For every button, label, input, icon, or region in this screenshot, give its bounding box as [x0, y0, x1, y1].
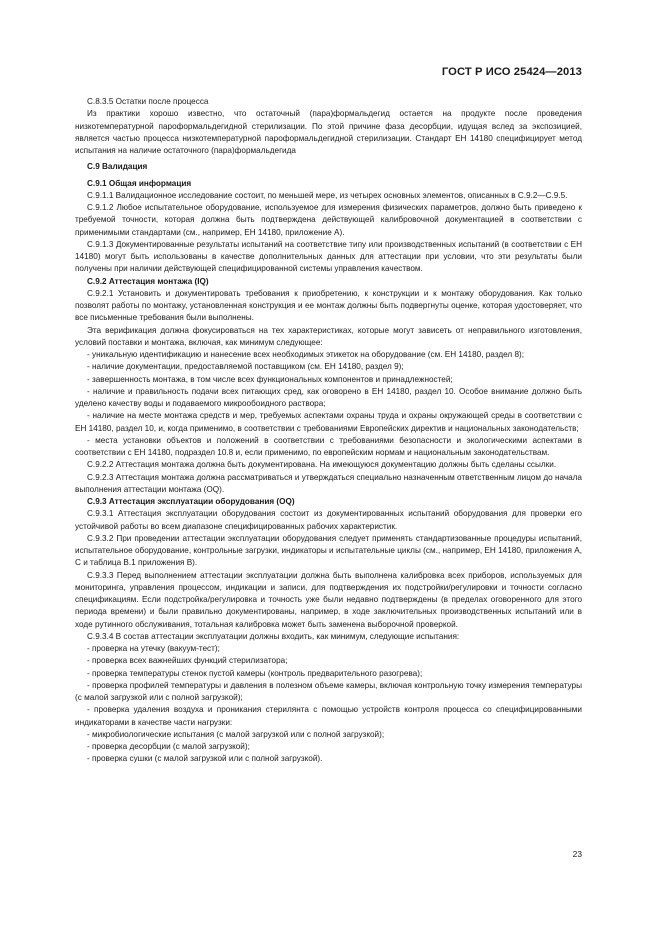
paragraph: C.9.2.2 Аттестация монтажа должна быть документирована. На имеющуюся документацию должны быть сделаны ссылки. — [87, 460, 557, 470]
paragraph: - проверка десорбции (с малой загрузкой); — [87, 742, 250, 751]
paragraph: - наличие и правильность подачи всех питающих сред, как оговорено в ЕН 14180, раздел 10. Особое внимание должно быть уделено качеству воды и подаваемого микрообоидного раствора; — [75, 386, 582, 408]
section-heading: C.9.2 Аттестация монтажа (IQ) — [87, 276, 209, 286]
paragraph: Из практики хорошо известно, что остаточный (пара)формальдегид остается на продукте после проведения низкотемпературной пароформальдегидной стерилизации. По этой причине фаза десорбции, идущая вслед за экспозицией, является частью процесса низкотемпературной пароформальдегидной стерилизации. Стандарт ЕН 14180 специфицирует метод испытания на наличие остаточного (пара)формальдегида — [75, 109, 582, 155]
paragraph: - проверка профилей температуры и давления в полезном объеме камеры, включая контрольную точку измерения температуры (с малой загрузкой или с полной загрузкой); — [75, 680, 582, 702]
paragraph: - микробиологические испытания (с малой загрузкой или с полной загрузкой); — [87, 729, 385, 739]
paragraph: C.9.2.3 Аттестация монтажа должна рассматриваться и утверждаться специально назначенным ответственным лицом до начала выполнения аттестации монтажа (OQ). — [75, 472, 582, 494]
section-heading: C.9.1 Общая информация — [87, 178, 192, 188]
paragraph: C.9.3.2 При проведении аттестации эксплуатации оборудования следует применять стандартизованные процедуры испытаний, испытательное оборудование, контрольные загрузки, индикаторы и испытательные циклы (см., например, ЕН 14180, приложения А, С и таблица В.1 приложения В). — [75, 533, 582, 568]
paragraph: C.9.3.1 Аттестация эксплуатации оборудования состоит из документированных испытаний оборудования для проверки его устойчивой работы во всем диапазоне специфицированных рабочих характеристик. — [75, 509, 582, 531]
paragraph: - наличие на месте монтажа средств и мер, требуемых аспектами охраны труда и охраны окружающей среды в соответствии с ЕН 14180, раздел 10, и, когда применимо, в соответствии с требованиями Европейских директив и национальных законодательств; — [75, 411, 582, 433]
page-number: 23 — [572, 849, 582, 859]
paragraph: C.8.3.5 Остатки после процесса — [87, 97, 209, 106]
paragraph: - места установки объектов и положений в соответствии с требованиями безопасности и экологическими аспектами в соответствии с ЕН 14180, подраздел 10.8 и, если применимо, по европейским нормам и национальным законодательствам. — [75, 435, 582, 457]
paragraph: C.9.1.2 Любое испытательное оборудование, используемое для измерения физических параметров, должно быть приведено к требуемой точности, которая должна быть подтверждена действующей калибровочной документацией в соответствии с применимыми стандартами (см., например, ЕН 14180, приложение А). — [75, 203, 582, 237]
section-heading: C.9.3 Аттестация эксплуатации оборудования (OQ) — [87, 497, 295, 506]
paragraph: Эта верификация должна фокусироваться на тех характеристиках, которые могут зависеть от неправильного изготовления, условий поставки и монтажа, включая, как минимум следующее: — [75, 325, 582, 347]
paragraph: - проверка температуры стенок пустой камеры (контроль предварительного разогрева); — [87, 668, 423, 678]
document-body — [75, 96, 582, 766]
paragraph: C.9.2.1 Установить и документировать требования к приобретению, к конструкции и к монтажу оборудования. Как только позволят работы по монтажу, установленная конструкция и ее монтаж должны быть подвергнуты оценке, которая удостоверяет, что все письменные требования были выполнены. — [75, 288, 582, 323]
paragraph: - уникальную идентификацию и нанесение всех необходимых этикеток на оборудование (см. ЕН 14180, раздел 8); — [87, 350, 525, 359]
paragraph: C.9.1.1 Валидационное исследование состоит, по меньшей мере, из четырех основных элементов, описанных в С.9.2—С.9.5. — [87, 190, 568, 200]
paragraph: - проверка всех важнейших функций стерилизатора; — [87, 656, 288, 666]
section-heading: C.9 Валидация — [87, 162, 148, 172]
paragraph: - наличие документации, предоставляемой поставщиком (см. ЕН 14180, раздел 9); — [87, 362, 404, 372]
paragraph: - завершенность монтажа, в том числе всех функциональных компонентов и принадлежностей; — [87, 374, 453, 384]
paragraph: - проверка удаления воздуха и проникания стерилянта с помощью устройств контроля процесса со специфицированными индикаторами в качестве части нагрузки: — [75, 705, 582, 727]
paragraph: C.9.3.4 В состав аттестации эксплуатации должны входить, как минимум, следующие испытания: — [87, 631, 460, 641]
paragraph: - проверка на утечку (вакуум-тест); — [87, 644, 220, 653]
paragraph: C.9.1.3 Документированные результаты испытаний на соответствие типу или производственных испытаний (в соответствии с ЕН 14180) могут быть использованы в качестве дополнительных данных для аттестации при условии, что эти результаты были получены при наличии действующей специфицированной системы управления качеством. — [75, 239, 582, 274]
document-header: ГОСТ Р ИСО 25424—2013 — [441, 66, 582, 78]
paragraph: C.9.3.3 Перед выполнением аттестации эксплуатации должна быть выполнена калибровка всех приборов, используемых для мониторинга, управления процессом, индикации и записи, для подтверждения их подстройки/регулировки и точности согласно спецификациям. Если подстройка/регулировка и точность уже были недавно подтверждены (в пределах оговоренного для этого периода времени) и были правильно документированы, например, в ходе заключительных производственных испытаний или в ходе рутинного обслуживания, тотальная калибровка может быть заменена выборочной проверкой. — [75, 570, 582, 629]
paragraph: - проверка сушки (с малой загрузкой или с полной загрузкой). — [87, 754, 323, 764]
